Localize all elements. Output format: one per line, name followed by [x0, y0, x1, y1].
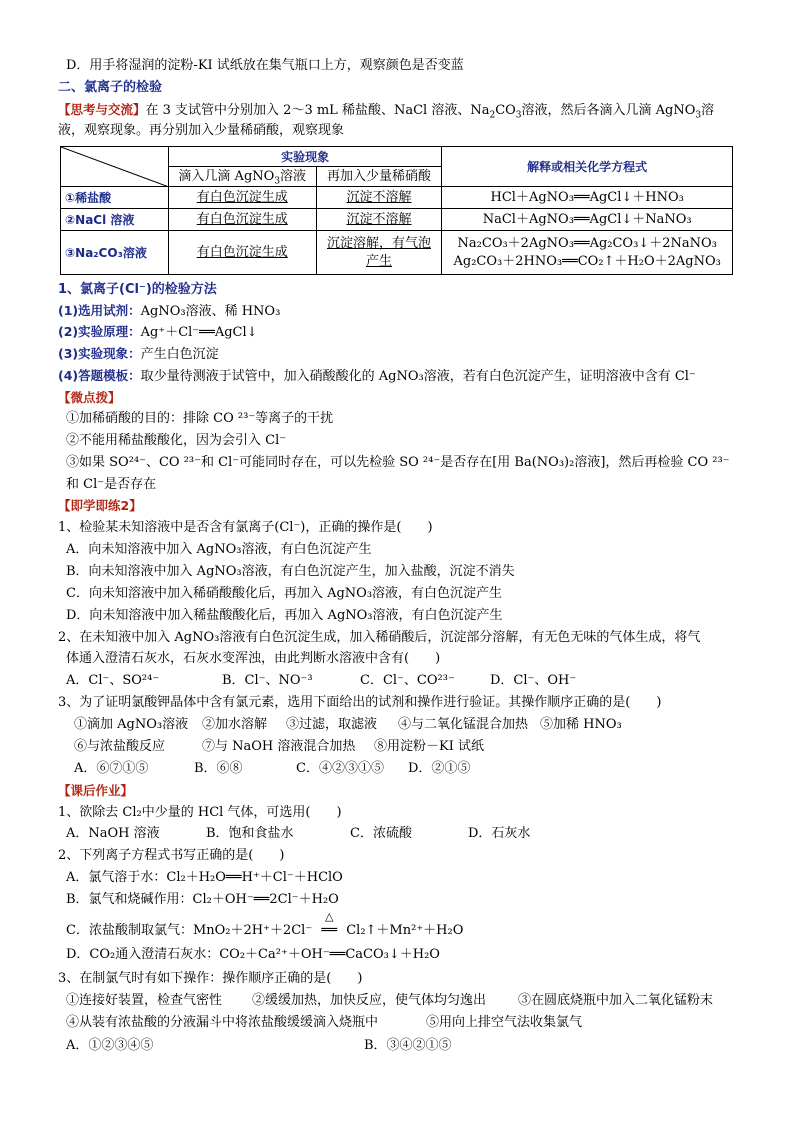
- q3-step-3: ③过滤，取滤液: [286, 717, 378, 732]
- method-title: 1、氯离子(Cl⁻)的检验方法: [58, 282, 217, 297]
- tip-1: ①加稀硝酸的目的：排除 CO ²³⁻等离子的干扰: [66, 411, 334, 426]
- header-explanation: 解释或相关化学方程式: [442, 147, 733, 187]
- think-exchange-tag: 【思考与交流】: [58, 102, 146, 117]
- h1-option-d: D．石灰水: [468, 826, 531, 841]
- table-row: [61, 187, 733, 209]
- q3-step-6: ⑥与浓盐酸反应: [74, 739, 166, 754]
- experiment-table: [60, 146, 733, 275]
- think-exchange-line-1: 【思考与交流】在 3 支试管中分别加入 2～3 mL 稀盐酸、NaCl 溶液、$Na_2CO_3$溶液，然后各滴入几滴 AgNO$_3$溶: [58, 102, 715, 121]
- q2-option-d: D．Cl⁻、OH⁻: [490, 673, 577, 688]
- q1-option-d: D．向未知溶液中加入稀盐酸酸化后，再加入 AgNO₃溶液，有白色沉淀产生: [66, 608, 503, 623]
- row3-equations: Na₂CO₃＋2AgNO₃══Ag₂CO₃↓＋2NaNO₃ Ag₂CO₃＋2HNO₃══CO₂↑＋H₂O＋2AgNO₃: [442, 231, 733, 275]
- h3-step-4: ④从装有浓盐酸的分液漏斗中将浓盐酸缓缓滴入烧瓶中: [66, 1015, 379, 1030]
- row2-obs-hno3: 沉淀不溶解: [316, 209, 442, 231]
- row-label-hcl: ①稀盐酸: [61, 187, 169, 209]
- header-observation: 实验现象: [168, 147, 442, 167]
- tip-3-cont: 和 Cl⁻是否存在: [66, 477, 157, 492]
- h2-option-a: A．氯气溶于水：Cl₂＋H₂O══H⁺＋Cl⁻＋HClO: [66, 870, 343, 885]
- row3-obs-agno3: 有白色沉淀生成: [168, 231, 316, 275]
- q3-option-c: C．④②③①⑤: [296, 761, 384, 776]
- row1-obs-hno3: 沉淀不溶解: [316, 187, 442, 209]
- table-diagonal-header: [61, 147, 169, 187]
- row2-equation: NaCl＋AgNO₃══AgCl↓＋NaNO₃: [442, 209, 733, 231]
- h3-option-a: A．①②③④⑤: [66, 1038, 154, 1053]
- h3-stem: 3、在制氯气时有如下操作：操作顺序正确的是( ): [58, 971, 363, 986]
- practice-tag: 【即学即练2】: [58, 498, 142, 513]
- homework-tag: 【课后作业】: [58, 783, 134, 798]
- tip-3: ③如果 SO²⁴⁻、CO ²³⁻和 Cl⁻可能同时存在，可以先检验 SO ²⁴⁻是否存在[用 Ba(NO₃)₂溶液]，然后再检验 CO ²³⁻: [66, 455, 730, 470]
- method-reagent: (1)选用试剂：AgNO₃溶液、稀 HNO₃: [58, 303, 281, 319]
- heat-symbol: △: [324, 910, 334, 923]
- q2-option-c: C．Cl⁻、CO²³⁻: [360, 673, 455, 688]
- q1-option-b: B．向未知溶液中加入 AgNO₃溶液，有白色沉淀产生，加入盐酸，沉淀不消失: [66, 564, 515, 579]
- row3-obs-hno3: 沉淀溶解，有气泡 产生: [316, 231, 442, 275]
- q3-step-8: ⑧用淀粉－KI 试纸: [374, 739, 484, 754]
- h2-stem: 2、下列离子方程式书写正确的是( ): [58, 848, 285, 863]
- h1-option-a: A．NaOH 溶液: [66, 826, 160, 841]
- q3-option-b: B．⑥⑧: [194, 761, 243, 776]
- h3-step-1: ①连接好装置，检查气密性: [66, 993, 223, 1008]
- h3-step-2: ②缓缓加热，加快反应，使气体均匀逸出: [252, 993, 487, 1008]
- h1-option-b: B．饱和食盐水: [206, 826, 294, 841]
- h1-option-c: C．浓硫酸: [350, 826, 412, 841]
- h3-step-5: ⑤用向上排空气法收集氯气: [426, 1015, 583, 1030]
- row-label-nacl: ②NaCl 溶液: [61, 209, 169, 231]
- table-row: [61, 209, 733, 231]
- method-phenomenon: (3)实验现象：产生白色沉淀: [58, 346, 219, 362]
- diagonal-line: [61, 147, 169, 187]
- q2-stem: 2、在未知液中加入 AgNO₃溶液有白色沉淀生成，加入稀硝酸后，沉淀部分溶解，有无色无味的气体生成，将气: [58, 630, 701, 645]
- h3-step-3: ③在圆底烧瓶中加入二氧化锰粉末: [518, 993, 714, 1008]
- method-principle: (2)实验原理：Ag⁺＋Cl⁻══AgCl↓: [58, 324, 258, 340]
- header-add-agno3: 滴入几滴 AgNO$_3$溶液: [168, 167, 316, 187]
- method-answer-template: (4)答题模板：取少量待测液于试管中，加入硝酸酸化的 AgNO₃溶液，若有白色沉淀产生，证明溶液中含有 Cl⁻: [58, 368, 696, 384]
- tip-2: ②不能用稀盐酸酸化，因为会引入 Cl⁻: [66, 433, 287, 448]
- q2-option-a: A．Cl⁻、SO²⁴⁻: [66, 673, 160, 688]
- q3-option-a: A．⑥⑦①⑤: [74, 761, 149, 776]
- row2-obs-agno3: 有白色沉淀生成: [168, 209, 316, 231]
- q2-option-b: B．Cl⁻、NO⁻³: [222, 673, 313, 688]
- row-label-na2co3: ③Na₂CO₃溶液: [61, 231, 169, 275]
- q3-step-7: ⑦与 NaOH 溶液混合加热: [202, 739, 356, 754]
- q3-stem: 3、为了证明氯酸钾晶体中含有氯元素，选用下面给出的试剂和操作进行验证。其操作顺序正确的是( ): [58, 695, 662, 710]
- q1-option-a: A．向未知溶液中加入 AgNO₃溶液，有白色沉淀产生: [66, 542, 372, 557]
- h3-option-b: B．③④②①⑤: [364, 1038, 452, 1053]
- prev-question-option-d: D．用手将湿润的淀粉-KI 试纸放在集气瓶口上方，观察颜色是否变蓝: [66, 58, 464, 73]
- section-title-chloride-test: 二、氯离子的检验: [58, 80, 163, 95]
- table-row: [61, 231, 733, 275]
- header-add-hno3: 再加入少量稀硝酸: [316, 167, 442, 187]
- h2-option-d: D．CO₂通入澄清石灰水：CO₂＋Ca²⁺＋OH⁻══CaCO₃↓＋H₂O: [66, 947, 440, 962]
- h1-stem: 1、欲除去 Cl₂中少量的 HCl 气体，可选用( ): [58, 805, 342, 820]
- q1-stem: 1、检验某未知溶液中是否含有氯离子(Cl⁻)，正确的操作是( ): [58, 520, 433, 535]
- tip-tag: 【微点拨】: [58, 390, 121, 405]
- q1-option-c: C．向未知溶液中加入稀硝酸酸化后，再加入 AgNO₃溶液，有白色沉淀产生: [66, 586, 503, 601]
- q3-step-2: ②加水溶解: [202, 717, 268, 732]
- q3-step-4: ④与二氧化锰混合加热: [398, 717, 529, 732]
- row1-equation: HCl＋AgNO₃══AgCl↓＋HNO₃: [442, 187, 733, 209]
- q3-option-d: D．②①⑤: [408, 761, 471, 776]
- h2-option-c: C．浓盐酸制取氯气：MnO₂＋2H⁺＋2Cl⁻ △ ══ Cl₂↑＋Mn²⁺＋H₂O: [66, 910, 464, 938]
- q2-stem-cont: 体通入澄清石灰水，石灰水变浑浊，由此判断水溶液中含有( ): [66, 651, 441, 666]
- q3-step-1: ①滴加 AgNO₃溶液: [74, 717, 189, 732]
- h2-option-b: B．氯气和烧碱作用：Cl₂＋OH⁻══2Cl⁻＋H₂O: [66, 892, 339, 907]
- q3-step-5: ⑤加稀 HNO₃: [540, 717, 622, 732]
- think-exchange-line-2: 液，观察现象。再分别加入少量稀硝酸，观察现象: [58, 123, 345, 138]
- row1-obs-agno3: 有白色沉淀生成: [168, 187, 316, 209]
